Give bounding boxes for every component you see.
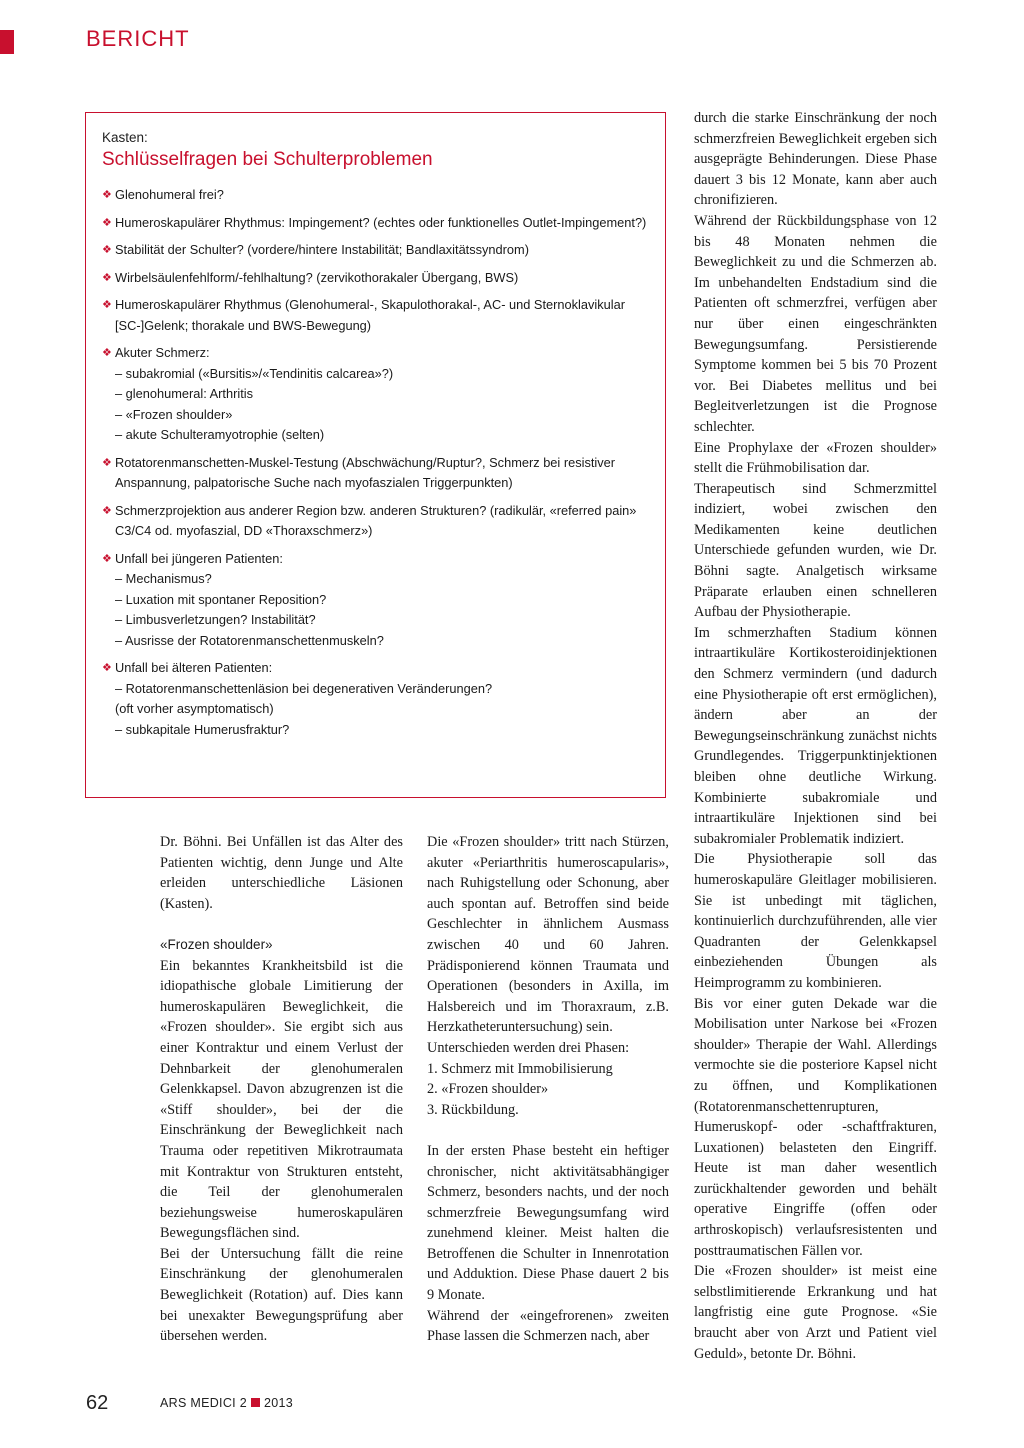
info-box-item [102, 501, 649, 542]
diamond-bullet-icon: ❖ [102, 244, 112, 256]
phase-list-item: 1. Schmerz mit Immobilisierung [427, 1060, 613, 1077]
info-box-subitem: – subakromial («Bursitis»/«Tendinitis calcarea»?) [115, 365, 394, 381]
info-box-item [102, 185, 649, 206]
info-box-item [102, 453, 649, 494]
info-box-item-text: Unfall bei jüngeren Patienten: [115, 550, 283, 566]
text-column-2 [427, 832, 669, 1347]
paragraph: durch die starke Einschränkung der noch schmerzfreien Beweglichkeit ergeben sich ausgeprägte Behinderungen. Diese Phase dauert 3 bis 12 Monate, kann aber auch chronifizieren. [694, 110, 937, 209]
paragraph: Die «Frozen shoulder» tritt nach Stürzen, akuter «Periarthritis humeroscapularis», nach Ruhigstellung oder Schonung, aber auch spontan auf. Betroffen sind beide Geschlechter in ähnlichem Ausmass zwischen 40 und 60 Jahren. Prädisponierend können Traumata und Operationen (besonders in Axilla, im Halsbereich und im Thoraxraum, z.B. Herzkatheteruntersuchung) sein. [427, 834, 669, 1036]
magazine-name: ARS MEDICI 2 [160, 1396, 247, 1410]
paragraph: Während der Rückbildungsphase von 12 bis 48 Monaten nehmen die Beweglichkeit zu und die Schmerzen ab. Im unbehandelten Endstadium sind die Patienten oft schmerzfrei, verfügen aber nur über einen eingeschränkten Bewegungsumfang. Persistierende Symptome kommen bei 5 bis 70 Prozent vor. Bei Diabetes mellitus und bei Begleitverletzungen ist die Prognose schlechter. [694, 212, 937, 435]
info-box-item [102, 658, 649, 740]
info-box-item-text: Humeroskapulärer Rhythmus: Impingement? (echtes oder funktionelles Outlet-Impingement?) [115, 214, 647, 230]
info-box-subitem: – Luxation mit spontaner Reposition? [115, 591, 327, 607]
paragraph: Dr. Böhni. Bei Unfällen ist das Alter des Patienten wichtig, denn Junge und Alte erleiden unterschiedliche Läsionen (Kasten). [160, 834, 403, 912]
subheading: «Frozen shoulder» [160, 936, 273, 952]
info-box-subitem: – Rotatorenmanschettenläsion bei degenerativen Veränderungen? [115, 680, 493, 696]
phase-list-item: 3. Rückbildung. [427, 1101, 519, 1118]
info-box-subitem: – akute Schulteramyotrophie (selten) [115, 427, 325, 442]
info-box-kicker: Kasten: [102, 130, 148, 145]
diamond-bullet-icon: ❖ [102, 662, 112, 674]
section-marker [0, 30, 14, 54]
text-column-1 [160, 832, 403, 1347]
info-box-item-text: Akuter Schmerz: [115, 345, 210, 360]
info-box-item-text: Humeroskapulärer Rhythmus (Glenohumeral-, Skapulothorakal-, AC- und Sternoklavikular [SC-]Gelenk; thorakale und BWS-Bewegung) [115, 297, 625, 333]
paragraph: Ein bekanntes Krankheitsbild ist die idiopathische globale Limitierung der humeroskapulären Beweglichkeit, die «Frozen shoulder». Sie ergibt sich aus einer Kontraktur und einem Verlust der Dehnbarkeit der glenohumeralen Gelenkkapsel. Davon abzugrenzen ist die «Stiff shoulder», bei der die Einschränkung der Beweglichkeit nach Trauma oder repetitiven Mikrotraumata mit Kontraktur von Strukturen entsteht, die Teil der glenohumeralen beziehungsweise humeroskapulären Bewegungsflächen sind. [160, 957, 403, 1242]
paragraph: In der ersten Phase besteht ein heftiger chronischer, nicht aktivitätsabhängiger Schmerz, besonders nachts, und der noch schmerzfreie Bewegungsumfang wird zunehmend kleiner. Meist halten die Betroffenen die Schulter in Innenrotation und Adduktion. Diese Phase dauert 2 bis 9 Monate. [427, 1142, 669, 1304]
paragraph: Die Physiotherapie soll das humeroskapuläre Gleitlager mobilisieren. Sie ist unbedingt mit täglichen, kontinuierlich durchzuführenden, alle vier Quadranten der Gelenkkapsel einbeziehenden Übungen als Heimprogramm zu kombinieren. [694, 851, 937, 991]
paragraph: Therapeutisch sind Schmerzmittel indiziert, wobei zwischen den Medikamenten keine deutlichen Unterschiede gefunden wurden, wie Dr. Böhni sagte. Analgetisch wirksame Präparate erlauben einen schnelleren Aufbau der Physiotherapie. [694, 480, 937, 621]
info-box-subitem: – subkapitale Humerusfraktur? [115, 721, 290, 737]
diamond-bullet-icon: ❖ [102, 456, 112, 469]
info-box-item-text: Glenohumeral frei? [115, 187, 224, 202]
paragraph: Die «Frozen shoulder» ist meist eine selbstlimitierende Erkrankung und hat langfristig eine gute Prognose. «Sie braucht aber von Arzt und Patient viel Geduld», betonte Dr. Böhni. [694, 1263, 937, 1362]
paragraph: Während der «eingefrorenen» zweiten Phase lassen die Schmerzen nach, aber [427, 1307, 669, 1345]
phase-list-item: 2. «Frozen shoulder» [427, 1081, 549, 1098]
diamond-bullet-icon: ❖ [102, 347, 112, 359]
info-box-subitem: – Limbusverletzungen? Instabilität? [115, 612, 316, 627]
info-box-item [102, 343, 649, 446]
info-box-item-text: Stabilität der Schulter? (vordere/hintere Instabilität; Bandlaxitätssyndrom) [115, 242, 529, 257]
info-box-item [102, 240, 649, 261]
info-box-list [102, 185, 649, 740]
info-box-item-text: Schmerzprojektion aus anderer Region bzw. anderen Strukturen? (radikulär, «referred pain» C3/C4 od. myofaszial, DD «Thoraxschmerz») [115, 502, 637, 538]
diamond-bullet-icon: ❖ [102, 552, 112, 565]
text-column-3 [694, 108, 937, 1364]
info-box-item [102, 295, 649, 336]
section-label: BERICHT [86, 26, 190, 51]
info-box-subitem: – glenohumeral: Arthritis [115, 386, 253, 401]
info-box-subitem: – Mechanismus? [115, 571, 212, 586]
info-box-item-text: Unfall bei älteren Patienten: [115, 660, 273, 675]
info-box-content [102, 129, 649, 747]
square-icon [251, 1398, 260, 1407]
paragraph: Unterschieden werden drei Phasen: [427, 1039, 630, 1056]
info-box [85, 112, 666, 798]
info-box-item [102, 213, 649, 234]
paragraph: Im schmerzhaften Stadium können intraartikuläre Kortikosteroidinjektionen den Schmerz vermindern (und dadurch eine Physiotherapie oft erst ermöglichen), ändern aber an der Bewegungseinschränkung zunächst nichts Grundlegendes. Triggerpunktinjektionen bleiben ohne deutliche Wirkung. Kombinierte subakromiale und intraartikuläre Injektionen sind bei subakromialer Problematik indiziert. [694, 624, 937, 847]
info-box-subitem: – «Frozen shoulder» [115, 406, 233, 422]
paragraph: Bei der Untersuchung fällt die reine Einschränkung der glenohumeralen Beweglichkeit (Rotation) auf. Dies kann bei unexakter Bewegungsprüfung aber übersehen werden. [160, 1245, 403, 1345]
info-box-title: Schlüsselfragen bei Schulterproblemen [102, 149, 433, 170]
info-box-subitem: (oft vorher asymptomatisch) [115, 701, 274, 716]
paragraph: Bis vor einer guten Dekade war die Mobilisation unter Narkose bei «Frozen shoulder» Therapie der Wahl. Allerdings vermochte sie die posteriore Kapsel nicht zu öffnen, und Komplikationen (Rotatorenmanschettenrupturen, Humeruskopf- oder -schaftfrakturen, Luxationen) belasteten den Eingriff. Heute ist man daher wesentlich zurückhaltender geworden und behält operative Eingriffe (offen oder arthroskopisch) verlaufsresistenten und posttraumatischen Fällen vor. [694, 995, 937, 1259]
info-box-item-text: Wirbelsäulenfehlform/-fehlhaltung? (zervikothorakaler Übergang, BWS) [115, 269, 519, 285]
diamond-bullet-icon: ❖ [102, 299, 112, 311]
info-box-subitem: – Ausrisse der Rotatorenmanschettenmuskeln? [115, 632, 384, 648]
info-box-item [102, 268, 649, 289]
info-box-item-text: Rotatorenmanschetten-Muskel-Testung (Abschwächung/Ruptur?, Schmerz bei resistiver Anspannung, palpatorische Suche nach myofaszialen Triggerpunkten) [115, 454, 616, 490]
diamond-bullet-icon: ❖ [102, 189, 112, 201]
magazine-year: 2013 [263, 1396, 293, 1410]
page-number: 62 [86, 1392, 109, 1414]
magazine-footer [160, 1396, 293, 1410]
diamond-bullet-icon: ❖ [102, 271, 112, 284]
paragraph: Eine Prophylaxe der «Frozen shoulder» stellt die Frühmobilisation dar. [694, 439, 937, 477]
info-box-item [102, 549, 649, 652]
diamond-bullet-icon: ❖ [102, 216, 112, 229]
diamond-bullet-icon: ❖ [102, 504, 112, 517]
